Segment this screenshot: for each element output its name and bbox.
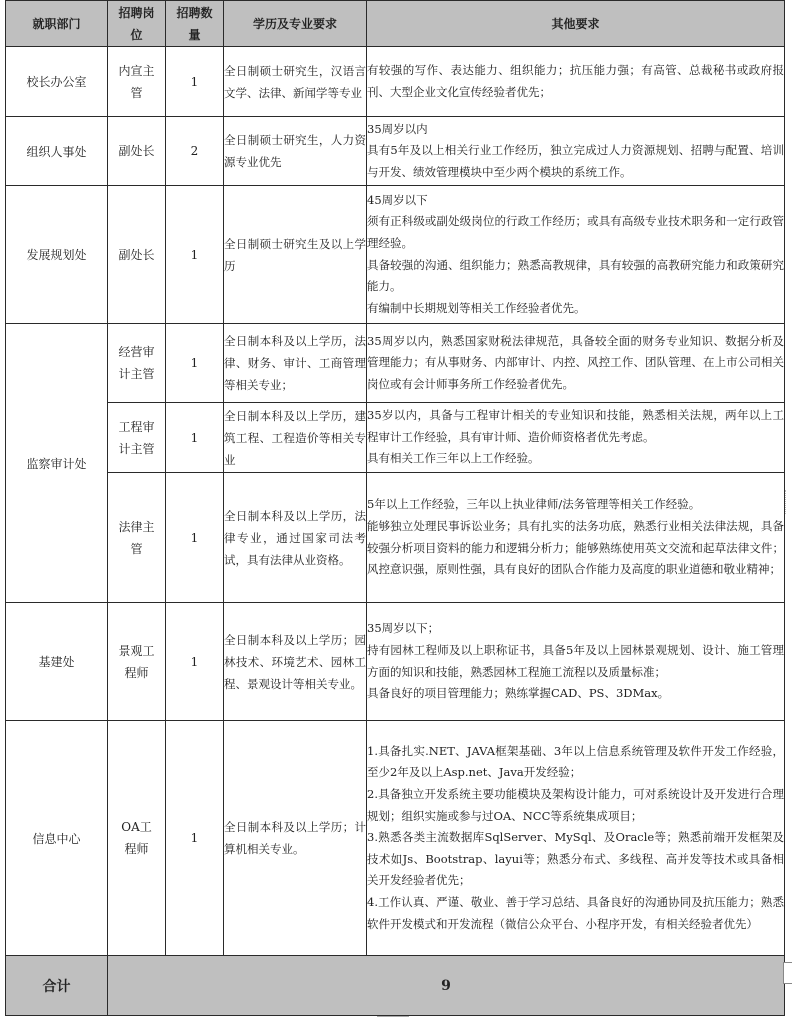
other-cell: 35周岁以内，熟悉国家财税法律规范，具备较全面的财务专业知识、数据分析及管理能力；有从事财务、内部审计、内控、风控工作、团队管理、在上市公司相关岗位或有会计师事务所工作经验者优先。 bbox=[367, 324, 785, 403]
department-cell: 组织人事处 bbox=[6, 117, 108, 186]
department-cell: 信息中心 bbox=[6, 721, 108, 956]
position-cell: 法律主管 bbox=[108, 473, 166, 603]
education-cell: 全日制硕士研究生，人力资源专业优先 bbox=[224, 117, 367, 186]
education-cell: 全日制本科及以上学历，法律专业，通过国家司法考试，具有法律从业资格。 bbox=[224, 473, 367, 603]
position-cell: 副处长 bbox=[108, 186, 166, 324]
total-row bbox=[6, 956, 785, 1016]
header-row bbox=[6, 1, 785, 47]
table-row bbox=[6, 721, 785, 956]
other-cell: 35岁以内，具备与工程审计相关的专业知识和技能，熟悉相关法规，两年以上工程审计工作经验，具有审计师、造价师资格者优先考虑。 具有相关工作三年以上工作经验。 bbox=[367, 403, 785, 473]
other-cell: 有较强的写作、表达能力、组织能力；抗压能力强；有高管、总裁秘书或政府报刊、大型企业文化宣传经验者优先； bbox=[367, 47, 785, 117]
education-cell: 全日制硕士研究生，汉语言文学、法律、新闻学等专业 bbox=[224, 47, 367, 117]
position-cell: 景观工程师 bbox=[108, 603, 166, 721]
education-cell: 全日制本科及以上学历，法律、财务、审计、工商管理等相关专业； bbox=[224, 324, 367, 403]
count-cell: 1 bbox=[166, 721, 224, 956]
position-cell: 副处长 bbox=[108, 117, 166, 186]
position-cell: 经营审计主管 bbox=[108, 324, 166, 403]
count-cell: 1 bbox=[166, 403, 224, 473]
department-cell: 发展规划处 bbox=[6, 186, 108, 324]
header-position: 招聘岗位 bbox=[108, 1, 166, 47]
education-cell: 全日制硕士研究生及以上学历 bbox=[224, 186, 367, 324]
table-row bbox=[6, 117, 785, 186]
header-count: 招聘数量 bbox=[166, 1, 224, 47]
table-row bbox=[6, 47, 785, 117]
table-row bbox=[6, 603, 785, 721]
other-cell: 35周岁以下； 持有园林工程师及以上职称证书，具备5年及以上园林景观规划、设计、施工管理方面的知识和技能，熟悉园林工程施工流程以及质量标准； 具备良好的项目管理能力；熟练掌握CAD、PS、3DMax。 bbox=[367, 603, 785, 721]
table-row bbox=[6, 403, 785, 473]
position-cell: OA工程师 bbox=[108, 721, 166, 956]
header-education: 学历及专业要求 bbox=[224, 1, 367, 47]
table-row bbox=[6, 186, 785, 324]
table-row bbox=[6, 473, 785, 603]
department-cell: 监察审计处 bbox=[6, 324, 108, 603]
count-cell: 2 bbox=[166, 117, 224, 186]
margin-dots bbox=[785, 490, 790, 514]
other-cell: 45周岁以下 须有正科级或副处级岗位的行政工作经历；或具有高级专业技术职务和一定行政管理经验。 具备较强的沟通、组织能力；熟悉高教规律，具有较强的高教研究能力和政策研究能力。 有编制中长期规划等相关工作经验者优先。 bbox=[367, 186, 785, 324]
total-label: 合计 bbox=[6, 956, 108, 1016]
count-cell: 1 bbox=[166, 473, 224, 603]
other-cell: 5年以上工作经验，三年以上执业律师/法务管理等相关工作经验。 能够独立处理民事诉讼业务；具有扎实的法务功底，熟悉行业相关法律法规，具备较强分析项目资料的能力和逻辑分析力；能够熟练使用英文交流和起草法律文件；风控意识强，原则性强，具有良好的团队合作能力及高度的职业道德和敬业精神； bbox=[367, 473, 785, 603]
position-cell: 工程审计主管 bbox=[108, 403, 166, 473]
department-cell: 校长办公室 bbox=[6, 47, 108, 117]
education-cell: 全日制本科及以上学历，建筑工程、工程造价等相关专业 bbox=[224, 403, 367, 473]
total-value: 9 bbox=[108, 956, 785, 1016]
header-other: 其他要求 bbox=[367, 1, 785, 47]
position-cell: 内宣主管 bbox=[108, 47, 166, 117]
count-cell: 1 bbox=[166, 47, 224, 117]
other-cell: 35周岁以内 具有5年及以上相关行业工作经历，独立完成过人力资源规划、招聘与配置、培训与开发、绩效管理模块中至少两个模块的系统工作。 bbox=[367, 117, 785, 186]
count-cell: 1 bbox=[166, 324, 224, 403]
count-cell: 1 bbox=[166, 186, 224, 324]
header-department: 就职部门 bbox=[6, 1, 108, 47]
count-cell: 1 bbox=[166, 603, 224, 721]
recruitment-table bbox=[5, 0, 785, 1016]
education-cell: 全日制本科及以上学历；园林技术、环境艺术、园林工程、景观设计等相关专业。 bbox=[224, 603, 367, 721]
margin-marker bbox=[783, 962, 792, 984]
table-row bbox=[6, 324, 785, 403]
education-cell: 全日制本科及以上学历；计算机相关专业。 bbox=[224, 721, 367, 956]
department-cell: 基建处 bbox=[6, 603, 108, 721]
other-cell: 1.具备扎实.NET、JAVA框架基础、3年以上信息系统管理及软件开发工作经验，至少2年及以上Asp.net、Java开发经验； 2.具备独立开发系统主要功能模块及架构设计能力，可对系统设计及开发进行合理规划；组织实施或参与过OA、NCC等系统集成项目； 3.熟悉各类主流数据库SqlServer、MySql、及Oracle等；熟悉前端开发框架及技术如Js、Bootstrap、layui等；熟悉分布式、多线程、高并发等技术或具备相关开发经验者优先； 4.工作认真、严谨、敬业、善于学习总结、具备良好的沟通协同及抗压能力；熟悉软件开发模式和开发流程（微信公众平台、小程序开发，有相关经验者优先） bbox=[367, 721, 785, 956]
